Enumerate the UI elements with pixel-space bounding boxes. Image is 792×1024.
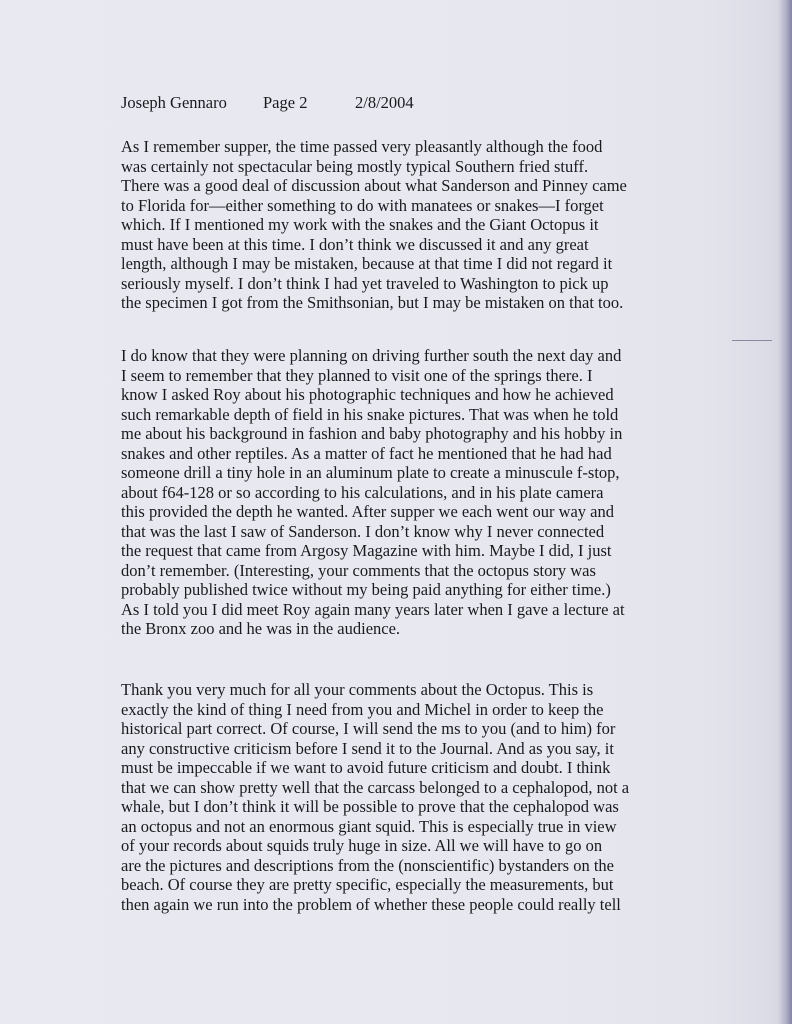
text-line: about f64-128 or so according to his calculations, and in his plate camera xyxy=(121,482,604,502)
text-line: snakes and other reptiles. As a matter of fact he mentioned that he had had xyxy=(121,443,612,463)
text-line: that we can show pretty well that the carcass belonged to a cephalopod, not a xyxy=(121,777,630,797)
header-page-number: Page 2 xyxy=(263,93,308,112)
text-line: the request that came from Argosy Magazine with him. Maybe I did, I just xyxy=(121,541,612,560)
page-header xyxy=(121,93,414,113)
text-line: must have been at this time. I don’t think we discussed it and any great xyxy=(121,234,589,254)
text-line: There was a good deal of discussion about what Sanderson and Pinney came xyxy=(121,176,627,195)
text-line: the Bronx zoo and he was in the audience. xyxy=(121,619,401,638)
text-line: that was the last I saw of Sanderson. I don’t know why I never connected xyxy=(121,521,605,541)
text-line: someone drill a tiny hole in an aluminum plate to create a minuscule f-stop, xyxy=(121,463,620,482)
text-line: historical part correct. Of course, I will send the ms to you (and to him) for xyxy=(121,719,616,738)
text-line: to Florida for—either something to do with manatees or snakes—I forget xyxy=(121,195,604,215)
text-line: Thank you very much for all your comments about the Octopus. This is xyxy=(121,680,594,699)
header-date: 2/8/2004 xyxy=(355,93,414,112)
text-line: exactly the kind of thing I need from you and Michel in order to keep the xyxy=(121,699,604,719)
text-line: this provided the depth he wanted. After supper we each went our way and xyxy=(121,502,615,521)
paragraph-1 xyxy=(121,137,681,313)
text-line: As I told you I did meet Roy again many years later when I gave a lecture at xyxy=(121,599,625,619)
text-line: seriously myself. I don’t think I had yet traveled to Washington to pick up xyxy=(121,273,609,293)
text-line: are the pictures and descriptions from the (nonscientific) bystanders on the xyxy=(121,855,615,875)
text-line: was certainly not spectacular being mostly typical Southern fried stuff. xyxy=(121,156,589,176)
text-line: me about his background in fashion and baby photography and his hobby in xyxy=(121,424,623,443)
text-line: an octopus and not an enormous giant squid. This is especially true in view xyxy=(121,816,617,836)
text-line: don’t remember. (Interesting, your comments that the octopus story was xyxy=(121,560,596,580)
paragraph-2 xyxy=(121,346,681,639)
text-line: any constructive criticism before I send it to the Journal. And as you say, it xyxy=(121,738,614,758)
text-line: which. If I mentioned my work with the snakes and the Giant Octopus it xyxy=(121,215,599,234)
text-line: know I asked Roy about his photographic techniques and how he achieved xyxy=(121,385,614,404)
text-line: length, although I may be mistaken, because at that time I did not regard it xyxy=(121,254,613,273)
margin-mark xyxy=(732,340,772,341)
text-line: of your records about squids truly huge in size. All we will have to go on xyxy=(121,836,603,855)
text-line: such remarkable depth of field in his snake pictures. That was when he told xyxy=(121,404,619,424)
text-line: whale, but I don’t think it will be possible to prove that the cephalopod was xyxy=(121,797,619,816)
page-edge-shadow xyxy=(778,0,792,1024)
text-line: the specimen I got from the Smithsonian, but I may be mistaken on that too. xyxy=(121,293,624,312)
header-author: Joseph Gennaro xyxy=(121,93,227,112)
text-line: must be impeccable if we want to avoid future criticism and doubt. I think xyxy=(121,758,611,777)
text-line: I do know that they were planning on driving further south the next day and xyxy=(121,346,622,365)
text-line: I seem to remember that they planned to visit one of the springs there. I xyxy=(121,365,593,385)
text-line: beach. Of course they are pretty specific, especially the measurements, but xyxy=(121,875,614,894)
paragraph-3 xyxy=(121,680,681,914)
text-line: As I remember supper, the time passed very pleasantly although the food xyxy=(121,137,603,156)
text-line: then again we run into the problem of whether these people could really tell xyxy=(121,894,621,914)
text-line: probably published twice without my being paid anything for either time.) xyxy=(121,580,611,599)
